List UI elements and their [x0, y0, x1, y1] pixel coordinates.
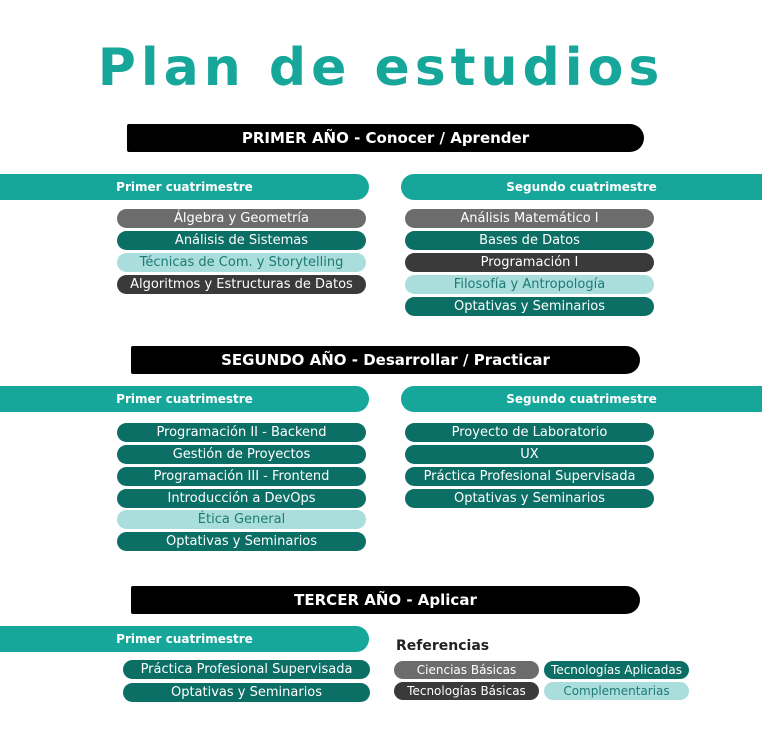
legend-tecnologias-basicas: Tecnologías Básicas	[394, 682, 539, 700]
course-pill: Práctica Profesional Supervisada	[123, 660, 370, 679]
legend-ciencias-basicas: Ciencias Básicas	[394, 661, 539, 679]
course-pill: Bases de Datos	[405, 231, 654, 250]
legend-tecnologias-aplicadas: Tecnologías Aplicadas	[544, 661, 689, 679]
semester-bar-y1-s1: Primer cuatrimestre	[0, 174, 369, 200]
course-pill: Programación II - Backend	[117, 423, 366, 442]
course-pill: Optativas y Seminarios	[123, 683, 370, 702]
course-pill: Álgebra y Geometría	[117, 209, 366, 228]
course-pill: Filosofía y Antropología	[405, 275, 654, 294]
course-pill: Optativas y Seminarios	[405, 297, 654, 316]
course-pill: Algoritmos y Estructuras de Datos	[117, 275, 366, 294]
course-pill: Gestión de Proyectos	[117, 445, 366, 464]
course-pill: Introducción a DevOps	[117, 489, 366, 508]
semester-bar-y3-s1: Primer cuatrimestre	[0, 626, 369, 652]
legend-complementarias: Complementarias	[544, 682, 689, 700]
course-pill: Programación I	[405, 253, 654, 272]
course-pill: Práctica Profesional Supervisada	[405, 467, 654, 486]
semester-bar-y1-s2: Segundo cuatrimestre	[401, 174, 762, 200]
year-bar-2: SEGUNDO AÑO - Desarrollar / Practicar	[131, 346, 640, 374]
year-bar-3: TERCER AÑO - Aplicar	[131, 586, 640, 614]
course-pill: Proyecto de Laboratorio	[405, 423, 654, 442]
semester-bar-y2-s2: Segundo cuatrimestre	[401, 386, 762, 412]
year-bar-1: PRIMER AÑO - Conocer / Aprender	[127, 124, 644, 152]
course-pill: Optativas y Seminarios	[405, 489, 654, 508]
semester-bar-y2-s1: Primer cuatrimestre	[0, 386, 369, 412]
page-title: Plan de estudios	[97, 38, 665, 98]
course-pill: Programación III - Frontend	[117, 467, 366, 486]
course-pill: Análisis Matemático I	[405, 209, 654, 228]
references-title: Referencias	[396, 638, 490, 654]
course-pill: Técnicas de Com. y Storytelling	[117, 253, 366, 272]
course-pill: Ética General	[117, 510, 366, 529]
course-pill: UX	[405, 445, 654, 464]
course-pill: Análisis de Sistemas	[117, 231, 366, 250]
course-pill: Optativas y Seminarios	[117, 532, 366, 551]
